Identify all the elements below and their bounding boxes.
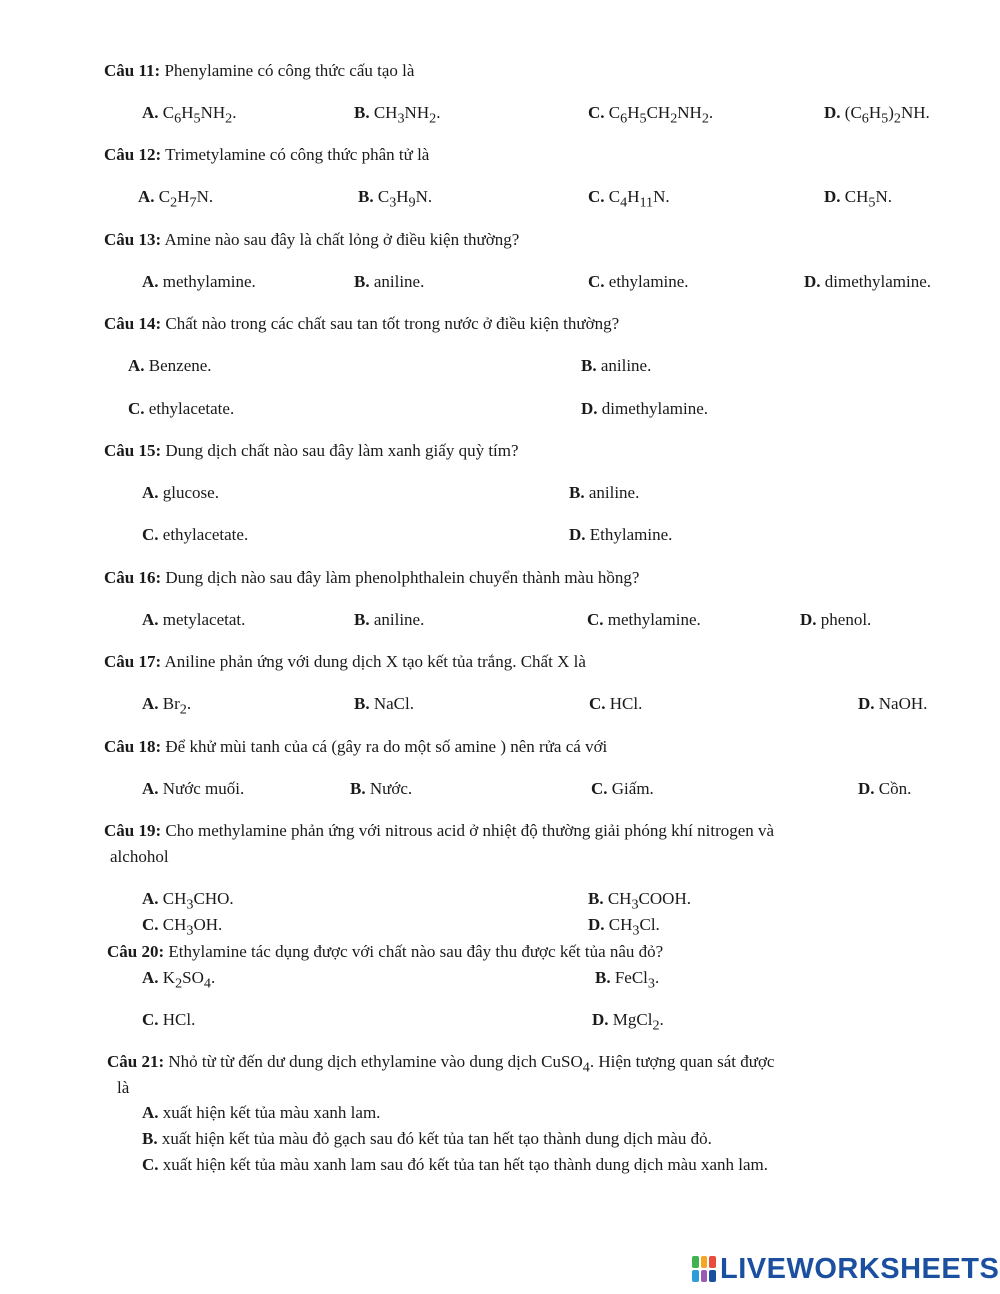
liveworksheets-logo-icon: [692, 1256, 716, 1282]
question-20-option-c[interactable]: [142, 1009, 195, 1031]
question-15-option-b[interactable]: [569, 482, 639, 504]
question-19-option-d[interactable]: [588, 914, 660, 941]
question-15-option-d[interactable]: [569, 524, 672, 546]
option-letter: D.: [592, 1010, 609, 1029]
question-14-text: Chất nào trong các chất sau tan tốt trong nước ở điều kiện thường?: [165, 314, 620, 333]
question-20-option-b[interactable]: [595, 967, 659, 994]
question-17-text: Aniline phản ứng với dung dịch X tạo kết tủa trắng. Chất X là: [164, 652, 586, 671]
option-text: Nước.: [369, 779, 413, 798]
option-text: metylacetat.: [162, 610, 246, 629]
question-17-option-d[interactable]: [858, 693, 927, 715]
question-19-text: Cho methylamine phản ứng với nitrous acid ở nhiệt độ thường giải phóng khí nitrogen và: [165, 821, 775, 840]
question-21-text-cont: là: [117, 1078, 130, 1097]
option-text: $C_3H_9N$.: [377, 187, 433, 211]
option-letter: A.: [142, 968, 159, 987]
option-text: $C_4H_{11}N$.: [608, 187, 670, 211]
question-19-stem: [104, 820, 774, 842]
option-text: xuất hiện kết tủa màu xanh lam sau đó kết tủa tan hết tạo thành dung dịch màu xanh lam.: [162, 1155, 769, 1174]
option-letter: C.: [588, 103, 605, 122]
option-text: $CH_3Cl$.: [608, 915, 660, 939]
question-11-option-a[interactable]: [142, 102, 236, 129]
option-text: ethylacetate.: [162, 525, 249, 544]
option-letter: A.: [142, 694, 159, 713]
option-text: $C_2H_7N$.: [158, 187, 214, 211]
option-letter: C.: [589, 694, 606, 713]
option-letter: C.: [142, 1010, 159, 1029]
question-12-option-b[interactable]: [358, 186, 432, 213]
question-12-option-a[interactable]: [138, 186, 213, 213]
option-text: FeCl$_3$.: [614, 968, 660, 992]
question-12-option-d[interactable]: [824, 186, 892, 213]
question-13-stem: [104, 229, 519, 251]
question-15-option-a[interactable]: [142, 482, 219, 504]
question-14-number: Câu 14:: [104, 314, 162, 333]
option-letter: D.: [824, 187, 841, 206]
question-21-option-c[interactable]: [142, 1154, 768, 1176]
question-21-option-a[interactable]: [142, 1102, 380, 1124]
option-letter: B.: [354, 103, 370, 122]
question-15-number: Câu 15:: [104, 441, 162, 460]
option-letter: B.: [588, 889, 604, 908]
option-text: $K_2SO_4$.: [162, 968, 216, 992]
question-18-text: Để khử mùi tanh của cá (gây ra do một số amine ) nên rửa cá với: [165, 737, 608, 756]
option-text: dimethylamine.: [601, 399, 709, 418]
option-text: $Br_2$.: [162, 694, 192, 718]
option-letter: C.: [142, 1155, 159, 1174]
option-text: $CH_3OH$.: [162, 915, 223, 939]
question-21-number: Câu 21:: [107, 1052, 165, 1071]
question-18-option-a[interactable]: [142, 778, 244, 800]
option-text: Ethylamine.: [589, 525, 673, 544]
question-21-stem: [107, 1051, 774, 1078]
question-14-stem: [104, 313, 619, 335]
option-text: ethylamine.: [608, 272, 689, 291]
question-15-text: Dung dịch chất nào sau đây làm xanh giấy quỳ tím?: [165, 441, 519, 460]
option-letter: D.: [858, 779, 875, 798]
question-20-stem: [107, 941, 663, 963]
option-letter: A.: [142, 779, 159, 798]
option-letter: C.: [142, 525, 159, 544]
option-text: ethylacetate.: [148, 399, 235, 418]
option-text: MgCl$_2$.: [612, 1010, 664, 1034]
option-letter: D.: [804, 272, 821, 291]
question-16-number: Câu 16:: [104, 568, 162, 587]
question-16-option-d[interactable]: [800, 609, 871, 631]
option-letter: B.: [354, 272, 370, 291]
question-17-number: Câu 17:: [104, 652, 162, 671]
option-text: HCl.: [609, 694, 643, 713]
option-text: $CH_3NH_2$.: [373, 103, 441, 127]
option-text: HCl.: [162, 1010, 196, 1029]
option-letter: C.: [588, 272, 605, 291]
question-16-option-b[interactable]: [354, 609, 424, 631]
option-text: methylamine.: [607, 610, 701, 629]
question-13-option-c[interactable]: [588, 271, 689, 293]
option-letter: B.: [354, 610, 370, 629]
option-letter: A.: [142, 889, 159, 908]
option-letter: B.: [354, 694, 370, 713]
question-19-option-c[interactable]: [142, 914, 222, 941]
question-19-option-a[interactable]: [142, 888, 234, 915]
option-letter: C.: [591, 779, 608, 798]
option-letter: B.: [350, 779, 366, 798]
option-text: aniline.: [600, 356, 652, 375]
question-18-number: Câu 18:: [104, 737, 162, 756]
option-text: $(C_6H_5)_2NH$.: [844, 103, 930, 127]
question-12-text: Trimetylamine có công thức phân tử là: [165, 145, 430, 164]
option-text: aniline.: [588, 483, 640, 502]
question-19-number: Câu 19:: [104, 821, 162, 840]
question-18-option-b[interactable]: [350, 778, 412, 800]
question-13-option-b[interactable]: [354, 271, 424, 293]
option-text: NaCl.: [373, 694, 414, 713]
option-letter: B.: [569, 483, 585, 502]
option-letter: D.: [824, 103, 841, 122]
option-letter: A.: [142, 483, 159, 502]
question-12-number: Câu 12:: [104, 145, 162, 164]
question-13-number: Câu 13:: [104, 230, 162, 249]
question-20-option-d[interactable]: [592, 1009, 664, 1036]
option-text: Nước muối.: [162, 779, 245, 798]
option-text: xuất hiện kết tủa màu xanh lam.: [162, 1103, 381, 1122]
question-15-option-c[interactable]: [142, 524, 248, 546]
question-11-option-b[interactable]: [354, 102, 440, 129]
question-14-option-d[interactable]: [581, 398, 708, 420]
option-letter: D.: [858, 694, 875, 713]
question-14-option-b[interactable]: [581, 355, 651, 377]
question-16-option-c[interactable]: [587, 609, 701, 631]
option-text: $C_6H_5CH_2NH_2$.: [608, 103, 714, 127]
option-text: Cồn.: [878, 779, 912, 798]
option-text: dimethylamine.: [824, 272, 932, 291]
option-text: phenol.: [820, 610, 872, 629]
option-text: $CH_5N$.: [844, 187, 893, 211]
question-13-option-d[interactable]: [804, 271, 931, 293]
option-letter: B.: [142, 1129, 158, 1148]
question-18-option-c[interactable]: [591, 778, 654, 800]
option-letter: B.: [358, 187, 374, 206]
option-text: glucose.: [162, 483, 219, 502]
question-11-option-d[interactable]: [824, 102, 930, 129]
option-letter: D.: [588, 915, 605, 934]
option-letter: C.: [142, 915, 159, 934]
option-letter: D.: [800, 610, 817, 629]
question-13-text: Amine nào sau đây là chất lỏng ở điều kiện thường?: [164, 230, 520, 249]
option-letter: A.: [138, 187, 155, 206]
liveworksheets-logo: [692, 1252, 999, 1286]
question-18-stem: [104, 736, 607, 758]
question-12-stem: [104, 144, 429, 166]
option-text: Giấm.: [611, 779, 654, 798]
question-13-option-a[interactable]: [142, 271, 256, 293]
question-17-option-b[interactable]: [354, 693, 414, 715]
option-letter: A.: [128, 356, 145, 375]
question-16-text: Dung dịch nào sau đây làm phenolphthalein chuyển thành màu hồng?: [165, 568, 640, 587]
question-14-option-a[interactable]: [128, 355, 212, 377]
question-11-stem: [104, 60, 414, 82]
question-15-stem: [104, 440, 519, 462]
option-letter: A.: [142, 103, 159, 122]
option-letter: B.: [581, 356, 597, 375]
option-text: $CH_3COOH$.: [607, 889, 691, 913]
question-12-option-c[interactable]: [588, 186, 670, 213]
question-20-number: Câu 20:: [107, 942, 165, 961]
question-21-text: Nhỏ từ từ đến dư dung dịch ethylamine vào dung dịch CuSO$_4$. Hiện tượng quan sát được: [168, 1052, 775, 1076]
question-19-text-cont: alchohol: [110, 847, 169, 866]
option-letter: C.: [587, 610, 604, 629]
option-letter: A.: [142, 610, 159, 629]
option-text: aniline.: [373, 610, 425, 629]
question-17-stem: [104, 651, 586, 673]
question-17-option-a[interactable]: [142, 693, 191, 720]
liveworksheets-logo-text: LIVEWORKSHEETS: [720, 1252, 1000, 1285]
option-letter: D.: [569, 525, 586, 544]
option-text: $CH_3CHO$.: [162, 889, 234, 913]
question-16-option-a[interactable]: [142, 609, 245, 631]
option-text: $C_6H_5NH_2$.: [162, 103, 237, 127]
option-letter: D.: [581, 399, 598, 418]
question-16-stem: [104, 567, 639, 589]
question-21-option-b[interactable]: [142, 1128, 712, 1150]
option-text: methylamine.: [162, 272, 256, 291]
option-text: NaOH.: [878, 694, 928, 713]
option-letter: C.: [128, 399, 145, 418]
question-11-text: Phenylamine có công thức cấu tạo là: [164, 61, 415, 80]
question-19-option-b[interactable]: [588, 888, 691, 915]
question-14-option-c[interactable]: [128, 398, 234, 420]
option-text: aniline.: [373, 272, 425, 291]
option-letter: A.: [142, 272, 159, 291]
option-text: Benzene.: [148, 356, 212, 375]
question-11-option-c[interactable]: [588, 102, 713, 129]
question-17-option-c[interactable]: [589, 693, 642, 715]
option-letter: C.: [588, 187, 605, 206]
question-11-number: Câu 11:: [104, 61, 161, 80]
option-letter: A.: [142, 1103, 159, 1122]
question-20-text: Ethylamine tác dụng được với chất nào sau đây thu được kết tủa nâu đỏ?: [168, 942, 664, 961]
option-text: xuất hiện kết tủa màu đỏ gạch sau đó kết tủa tan hết tạo thành dung dịch màu đỏ.: [161, 1129, 712, 1148]
option-letter: B.: [595, 968, 611, 987]
question-20-option-a[interactable]: [142, 967, 215, 994]
question-18-option-d[interactable]: [858, 778, 911, 800]
